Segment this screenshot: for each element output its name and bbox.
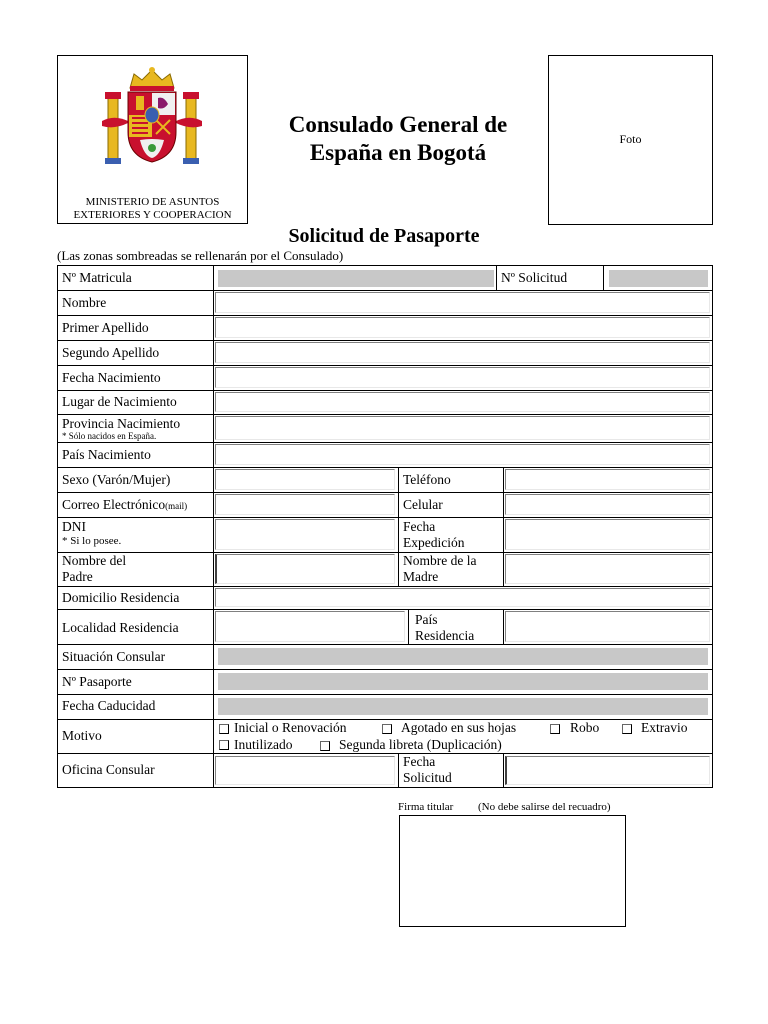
segundo-apellido-input[interactable] bbox=[215, 342, 710, 363]
label-solicitud: Nº Solicitud bbox=[501, 270, 568, 285]
row-divider bbox=[58, 442, 712, 443]
checkbox-robo[interactable] bbox=[550, 724, 560, 734]
label-localidad: Localidad Residencia bbox=[62, 620, 179, 635]
row-divider bbox=[58, 586, 712, 587]
fecha-expedicion-input[interactable] bbox=[505, 519, 710, 550]
label-fecha-expedicion-1: Fecha bbox=[403, 519, 436, 534]
label-pasaporte: Nº Pasaporte bbox=[62, 674, 132, 689]
pais-nacimiento-input[interactable] bbox=[215, 444, 710, 465]
row-divider bbox=[58, 753, 712, 754]
signature-note: (No debe salirse del recuadro) bbox=[478, 801, 611, 813]
label-pais-residencia-1: País bbox=[415, 612, 438, 627]
option-agotado: Agotado en sus hojas bbox=[401, 720, 517, 735]
label-segundo-apellido: Segundo Apellido bbox=[62, 345, 160, 360]
matricula-field-shaded bbox=[218, 270, 494, 287]
localidad-input[interactable] bbox=[215, 611, 405, 642]
form-title: Solicitud de Pasaporte bbox=[288, 225, 480, 247]
checkbox-inutilizado[interactable] bbox=[219, 740, 229, 750]
signature-label: Firma titular bbox=[398, 801, 454, 813]
row-divider bbox=[58, 694, 712, 695]
label-pais-nacimiento: País Nacimiento bbox=[62, 447, 151, 462]
row-divider bbox=[58, 290, 712, 291]
celular-input[interactable] bbox=[505, 494, 710, 515]
dni-note: * Si lo posee. bbox=[62, 535, 122, 547]
consulate-title-line1: Consulado General de bbox=[288, 112, 508, 137]
label-correo bbox=[62, 497, 187, 514]
row-divider bbox=[58, 315, 712, 316]
label-dni: DNI bbox=[62, 519, 86, 534]
coat-of-arms-icon bbox=[100, 66, 204, 166]
option-inicial: Inicial o Renovación bbox=[234, 720, 347, 735]
label-nombre-madre-2: Madre bbox=[403, 569, 439, 584]
provincia-note: * Sólo nacidos en España. bbox=[62, 431, 157, 441]
label-nombre-padre-2: Padre bbox=[62, 569, 93, 584]
row-divider bbox=[58, 340, 712, 341]
nombre-padre-input[interactable] bbox=[215, 554, 395, 584]
row-divider bbox=[58, 644, 712, 645]
consulate-title-line2: España en Bogotá bbox=[309, 140, 487, 165]
label-fecha-solicitud-2: Solicitud bbox=[403, 770, 452, 785]
row-divider bbox=[58, 552, 712, 553]
checkbox-agotado[interactable] bbox=[382, 724, 392, 734]
column-divider bbox=[408, 609, 409, 644]
label-fecha-expedicion-2: Expedición bbox=[403, 535, 465, 550]
column-divider bbox=[503, 609, 504, 644]
solicitud-field-shaded bbox=[609, 270, 708, 287]
dni-input[interactable] bbox=[215, 519, 395, 550]
label-matricula: Nº Matricula bbox=[62, 270, 132, 285]
nombre-madre-input[interactable] bbox=[505, 554, 710, 584]
option-extravio: Extravio bbox=[641, 720, 688, 735]
row-divider bbox=[58, 467, 712, 468]
domicilio-input[interactable] bbox=[215, 588, 710, 607]
checkbox-inicial[interactable] bbox=[219, 724, 229, 734]
label-primer-apellido: Primer Apellido bbox=[62, 320, 149, 335]
label-fecha-solicitud-1: Fecha bbox=[403, 754, 436, 769]
row-divider bbox=[58, 719, 712, 720]
row-divider bbox=[58, 609, 712, 610]
column-divider bbox=[398, 753, 399, 787]
column-divider bbox=[603, 266, 604, 290]
column-divider bbox=[213, 266, 214, 787]
column-divider bbox=[398, 467, 399, 552]
form-table bbox=[57, 265, 713, 788]
correo-input[interactable] bbox=[215, 494, 395, 515]
row-divider bbox=[58, 365, 712, 366]
option-segunda: Segunda libreta (Duplicación) bbox=[339, 737, 502, 752]
pasaporte-field-shaded bbox=[218, 673, 708, 690]
label-telefono: Teléfono bbox=[403, 472, 451, 487]
ministry-name-line1: MINISTERIO DE ASUNTOS bbox=[85, 196, 220, 208]
column-divider bbox=[503, 552, 504, 586]
checkbox-segunda[interactable] bbox=[320, 741, 330, 751]
lugar-nacimiento-input[interactable] bbox=[215, 392, 710, 412]
option-robo: Robo bbox=[570, 720, 600, 735]
oficina-input[interactable] bbox=[215, 756, 395, 785]
row-divider bbox=[58, 517, 712, 518]
sexo-input[interactable] bbox=[215, 469, 395, 490]
label-sexo: Sexo (Varón/Mujer) bbox=[62, 472, 171, 487]
photo-label: Foto bbox=[619, 132, 642, 146]
label-pais-residencia-2: Residencia bbox=[415, 628, 475, 643]
row-divider bbox=[58, 669, 712, 670]
caducidad-field-shaded bbox=[218, 698, 708, 715]
fecha-solicitud-input[interactable] bbox=[505, 756, 710, 785]
option-inutilizado: Inutilizado bbox=[234, 737, 293, 752]
label-caducidad: Fecha Caducidad bbox=[62, 698, 156, 713]
label-motivo: Motivo bbox=[62, 728, 102, 743]
label-situacion: Situación Consular bbox=[62, 649, 166, 664]
fecha-nacimiento-input[interactable] bbox=[215, 367, 710, 388]
provincia-nacimiento-input[interactable] bbox=[215, 416, 710, 440]
column-divider bbox=[496, 266, 497, 290]
form-note: (Las zonas sombreadas se rellenarán por el Consulado) bbox=[57, 248, 344, 263]
photo-box bbox=[548, 55, 713, 225]
label-nombre-madre-1: Nombre de la bbox=[403, 553, 477, 568]
correo-label-sub: (mail) bbox=[165, 501, 188, 511]
ministry-name-line2: EXTERIORES Y COOPERACION bbox=[73, 209, 232, 221]
column-divider bbox=[503, 753, 504, 787]
pais-residencia-input[interactable] bbox=[505, 611, 710, 642]
ministry-logo-box bbox=[57, 55, 248, 224]
label-fecha-nacimiento: Fecha Nacimiento bbox=[62, 370, 161, 385]
telefono-input[interactable] bbox=[505, 469, 710, 490]
column-divider bbox=[398, 552, 399, 586]
label-nombre: Nombre bbox=[62, 295, 107, 310]
label-oficina: Oficina Consular bbox=[62, 762, 155, 777]
row-divider bbox=[58, 414, 712, 415]
situacion-field-shaded bbox=[218, 648, 708, 665]
label-lugar-nacimiento: Lugar de Nacimiento bbox=[62, 394, 177, 409]
checkbox-extravio[interactable] bbox=[622, 724, 632, 734]
primer-apellido-input[interactable] bbox=[215, 317, 710, 338]
nombre-input[interactable] bbox=[215, 292, 710, 313]
row-divider bbox=[58, 492, 712, 493]
row-divider bbox=[58, 390, 712, 391]
column-divider bbox=[503, 467, 504, 552]
label-nombre-padre-1: Nombre del bbox=[62, 553, 127, 568]
label-celular: Celular bbox=[403, 497, 443, 512]
signature-box[interactable] bbox=[399, 815, 626, 927]
correo-label-text: Correo Electrónico bbox=[62, 497, 166, 512]
label-provincia-nacimiento: Provincia Nacimiento bbox=[62, 416, 181, 431]
label-domicilio: Domicilio Residencia bbox=[62, 590, 180, 605]
